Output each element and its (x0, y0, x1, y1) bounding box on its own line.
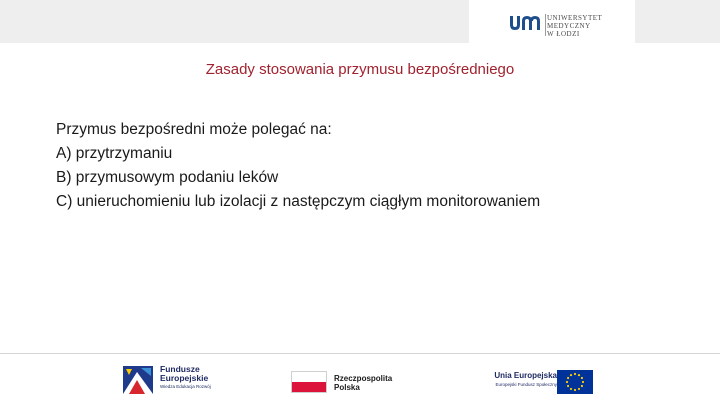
eu-star-icon (582, 381, 584, 383)
footer-divider (0, 353, 720, 354)
fundusze-europejskie-text (160, 365, 211, 391)
university-name-line: MEDYCZNY (547, 22, 591, 30)
poland-text (334, 374, 392, 392)
slide-body (56, 118, 540, 214)
eu-star-icon (581, 385, 583, 387)
eu-star-icon (570, 388, 572, 390)
body-line: Przymus bezpośredni może polegać na: (56, 121, 332, 138)
poland-line2: Polska (334, 383, 360, 392)
slide-title: Zasady stosowania przymusu bezpośredniego (205, 61, 515, 78)
eu-text (477, 371, 557, 389)
eu-star-icon (578, 388, 580, 390)
eu-star-icon (567, 377, 569, 379)
eu-star-icon (574, 373, 576, 375)
university-name-line: W ŁODZI (547, 30, 580, 38)
university-logo-icon (508, 14, 542, 32)
university-name-line: UNIWERSYTET (547, 14, 603, 22)
eu-star-icon (574, 389, 576, 391)
body-line: B) przymusowym podaniu leków (56, 169, 279, 186)
eu-star-icon (566, 381, 568, 383)
eu-star-icon (567, 385, 569, 387)
fundusze-europejskie-icon (123, 366, 153, 394)
eu-title: Unia Europejska (494, 371, 557, 380)
fundusze-line2: Europejskie (160, 373, 209, 383)
fundusze-line1: Fundusze (160, 364, 200, 374)
poland-flag-icon (291, 371, 327, 393)
eu-star-icon (581, 377, 583, 379)
eu-star-icon (570, 374, 572, 376)
eu-subtitle: Europejski Fundusz Społeczny (495, 382, 557, 387)
university-name (547, 14, 602, 38)
eu-star-icon (578, 374, 580, 376)
fundusze-subtitle: Wiedza Edukacja Rozwój (160, 384, 211, 389)
poland-line1: Rzeczpospolita (334, 374, 393, 383)
logo-divider (545, 14, 546, 36)
body-line: C) unieruchomieniu lub izolacji z następczym ciągłym monitorowaniem (56, 193, 541, 210)
body-line: A) przytrzymaniu (56, 145, 173, 162)
eu-flag-icon (557, 370, 593, 394)
